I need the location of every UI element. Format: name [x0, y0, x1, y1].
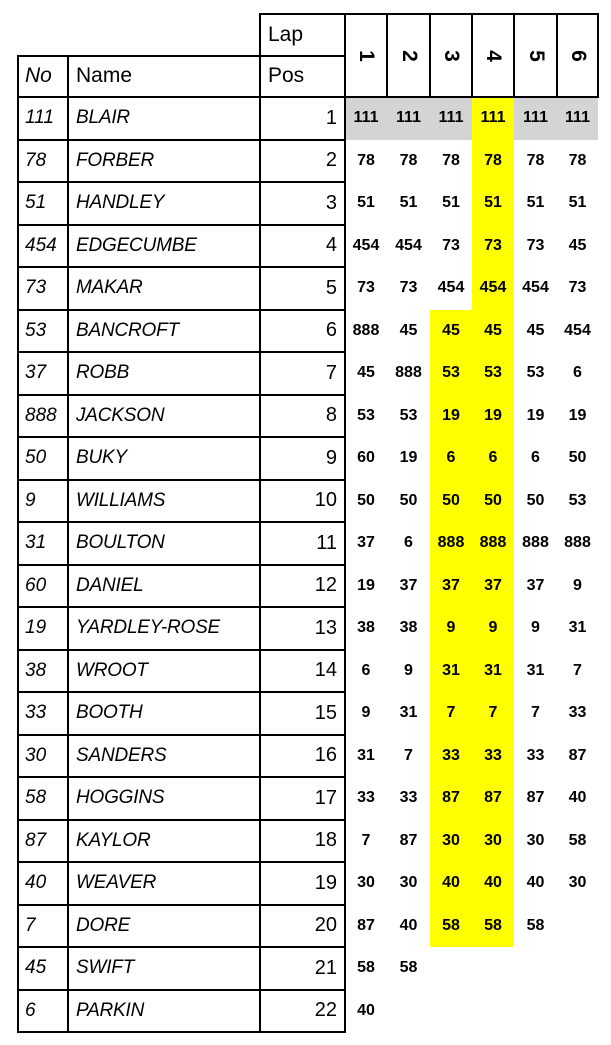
lap-position-cell: 888: [522, 534, 549, 552]
lap-position-cell: 87: [526, 789, 545, 807]
lap-position-cell: 888: [564, 534, 591, 552]
lap-position-cell: 9: [531, 619, 540, 637]
driver-name-cell: BOULTON: [76, 532, 165, 554]
lap-position-cell: 87: [399, 831, 418, 849]
position-cell: 10: [314, 489, 337, 512]
driver-name-cell: DANIEL: [76, 574, 144, 596]
driver-name-cell: HOGGINS: [76, 787, 165, 809]
lap-position-cell: 40: [442, 874, 460, 892]
lap-position-cell: 53: [442, 364, 460, 382]
lap-position-cell: 37: [484, 576, 502, 594]
lap-position-cell: 87: [442, 789, 460, 807]
lap-position-cell: 50: [526, 491, 545, 509]
lap-position-cell: 45: [357, 364, 375, 382]
lap-position-cell: 31: [568, 619, 587, 637]
lap-position-cell: 73: [526, 236, 545, 254]
lap-position-cell: 7: [404, 746, 413, 764]
car-number-cell: 454: [25, 234, 57, 256]
grid-vline: [556, 13, 558, 97]
lap-position-cell: 45: [568, 236, 587, 254]
position-cell: 15: [314, 701, 337, 724]
driver-name-cell: FORBER: [76, 149, 154, 171]
lap-position-cell: 78: [442, 151, 460, 169]
car-number-cell: 87: [25, 829, 47, 851]
lap-position-cell: 19: [484, 406, 502, 424]
driver-name-cell: BOOTH: [76, 702, 143, 724]
driver-name-cell: BUKY: [76, 447, 127, 469]
grid-vline: [386, 13, 388, 97]
driver-name-cell: EDGECUMBE: [76, 234, 197, 256]
position-cell: 6: [325, 319, 337, 342]
position-cell: 12: [314, 574, 337, 597]
lap-position-cell: 78: [568, 151, 587, 169]
car-number-cell: 19: [25, 617, 47, 639]
lap-position-cell: 7: [573, 661, 582, 679]
position-cell: 14: [314, 659, 337, 682]
lap-position-cell: 31: [484, 661, 502, 679]
lap-position-cell: 73: [442, 236, 460, 254]
lap-position-cell: 7: [446, 704, 456, 722]
lap-position-cell: 19: [526, 406, 545, 424]
lap-number: 4: [482, 49, 505, 62]
lap-position-cell: 45: [399, 321, 418, 339]
lap-position-cell: 33: [399, 789, 418, 807]
lap-position-cell: 6: [488, 449, 498, 467]
lap-position-cell: 33: [526, 746, 545, 764]
grid-vline: [471, 13, 473, 97]
position-cell: 21: [314, 956, 337, 979]
lap-position-cell: 78: [357, 151, 375, 169]
lap-position-cell: 73: [484, 236, 502, 254]
lap-position-cell: 31: [526, 661, 545, 679]
lap-position-cell: 50: [484, 491, 502, 509]
lap-position-cell: 53: [526, 364, 545, 382]
driver-name-cell: WEAVER: [76, 872, 157, 894]
lap-position-cell: 78: [526, 151, 545, 169]
driver-name-cell: YARDLEY-ROSE: [76, 617, 221, 639]
lap-position-cell: 111: [523, 109, 548, 127]
lap-position-cell: 58: [442, 916, 460, 934]
lap-position-cell: 30: [399, 874, 418, 892]
name-header-label: Name: [76, 64, 133, 87]
lap-position-cell: 6: [361, 661, 371, 679]
lap-position-cell: 40: [357, 1001, 375, 1019]
lap-position-cell: 58: [399, 959, 418, 977]
lap-position-cell: 454: [395, 236, 422, 254]
driver-name-cell: JACKSON: [76, 404, 165, 426]
car-number-cell: 51: [25, 192, 47, 214]
no-header-label: No: [25, 64, 52, 87]
lap-position-cell: 9: [573, 576, 582, 594]
lap-position-cell: 73: [568, 279, 587, 297]
lap-position-cell: 6: [573, 364, 582, 382]
lap-position-cell: 45: [526, 321, 545, 339]
lap-position-cell: 38: [399, 619, 418, 637]
position-cell: 2: [325, 149, 337, 172]
lap-position-cell: 30: [526, 831, 545, 849]
lap-position-cell: 30: [442, 831, 460, 849]
lap-position-cell: 7: [531, 704, 540, 722]
position-cell: 18: [314, 829, 337, 852]
lap-position-cell: 6: [404, 534, 413, 552]
driver-name-cell: SWIFT: [76, 957, 135, 979]
lap-position-cell: 51: [442, 194, 460, 212]
lap-position-cell: 6: [446, 449, 456, 467]
car-number-cell: 7: [25, 914, 36, 936]
position-cell: 22: [314, 999, 337, 1022]
grid-vline: [597, 13, 599, 97]
lap-position-cell: 87: [484, 789, 502, 807]
lap-position-cell: 9: [361, 704, 371, 722]
lap-position-cell: 30: [568, 874, 587, 892]
lap-position-cell: 6: [531, 449, 540, 467]
car-number-cell: 30: [25, 744, 47, 766]
car-number-cell: 58: [25, 787, 47, 809]
car-number-cell: 50: [25, 447, 47, 469]
lap-header-1: [345, 14, 387, 97]
grid-vline: [513, 13, 515, 97]
lap-position-cell: 30: [484, 831, 502, 849]
driver-name-cell: WILLIAMS: [76, 489, 166, 511]
car-number-cell: 60: [25, 574, 47, 596]
lap-position-cell: 9: [404, 661, 413, 679]
lap-position-cell: 51: [568, 194, 587, 212]
lap-position-cell: 37: [399, 576, 418, 594]
lap-number: 2: [397, 49, 421, 62]
car-number-cell: 888: [25, 404, 57, 426]
lap-position-cell: 888: [479, 534, 507, 552]
car-number-cell: 45: [25, 957, 47, 979]
driver-name-cell: KAYLOR: [76, 829, 151, 851]
lap-position-cell: 51: [484, 194, 502, 212]
car-number-cell: 31: [25, 532, 47, 554]
lap-position-cell: 454: [352, 236, 380, 254]
lap-position-cell: 37: [357, 534, 375, 552]
car-number-cell: 53: [25, 319, 47, 341]
lap-position-cell: 40: [568, 789, 587, 807]
position-cell: 7: [325, 361, 337, 384]
car-number-cell: 33: [25, 702, 47, 724]
lap-number: 3: [440, 49, 463, 62]
lap-header-4: [472, 14, 514, 97]
lap-position-cell: 53: [399, 406, 418, 424]
position-cell: 3: [325, 191, 337, 214]
lap-position-cell: 19: [399, 449, 418, 467]
lap-position-cell: 58: [357, 959, 375, 977]
lap-position-cell: 40: [484, 874, 502, 892]
car-number-cell: 38: [25, 659, 47, 681]
lap-position-cell: 40: [526, 874, 545, 892]
lap-position-cell: 51: [357, 194, 375, 212]
position-cell: 1: [325, 106, 337, 129]
car-number-cell: 40: [25, 872, 47, 894]
driver-name-cell: BANCROFT: [76, 319, 179, 341]
lap-position-cell: 31: [442, 661, 460, 679]
lap-position-cell: 50: [442, 491, 460, 509]
lap-header-5: [514, 14, 557, 97]
lap-position-cell: 87: [357, 916, 375, 934]
lap-number: 5: [524, 49, 548, 62]
lap-position-cell: 7: [488, 704, 498, 722]
driver-name-cell: HANDLEY: [76, 192, 165, 214]
lap-position-cell: 33: [568, 704, 587, 722]
lap-position-cell: 50: [399, 491, 418, 509]
grid-vline: [17, 55, 19, 1033]
grid-hline: [345, 96, 599, 98]
lap-position-cell: 19: [568, 406, 587, 424]
lap-position-cell: 9: [488, 619, 498, 637]
lap-position-cell: 53: [484, 364, 502, 382]
lap-header-3: [430, 14, 472, 97]
lap-position-cell: 111: [353, 109, 379, 127]
lap-position-cell: 31: [357, 746, 375, 764]
lap-position-cell: 111: [480, 109, 506, 127]
position-cell: 19: [314, 871, 337, 894]
lap-position-cell: 50: [357, 491, 375, 509]
position-cell: 8: [325, 404, 337, 427]
lap-position-cell: 19: [442, 406, 460, 424]
driver-name-cell: DORE: [76, 914, 131, 936]
lap-position-cell: 454: [437, 279, 465, 297]
lap-position-cell: 33: [484, 746, 502, 764]
grid-vline: [259, 13, 261, 1033]
lap-position-cell: 31: [399, 704, 418, 722]
lap-position-cell: 9: [446, 619, 456, 637]
position-cell: 13: [314, 616, 337, 639]
position-cell: 11: [316, 531, 337, 554]
pos-header-label: Pos: [268, 64, 305, 87]
lap-position-cell: 60: [357, 449, 375, 467]
position-cell: 9: [325, 446, 337, 469]
lap-number: 6: [566, 49, 590, 62]
lap-position-cell: 454: [564, 321, 591, 339]
driver-name-cell: PARKIN: [76, 999, 145, 1021]
lap-position-cell: 19: [357, 576, 375, 594]
car-number-cell: 111: [25, 107, 54, 129]
car-number-cell: 78: [25, 149, 47, 171]
driver-name-cell: WROOT: [76, 659, 148, 681]
lap-position-cell: 40: [399, 916, 418, 934]
lap-position-cell: 78: [399, 151, 418, 169]
driver-name-cell: BLAIR: [76, 107, 130, 129]
position-cell: 4: [325, 234, 337, 257]
lap-position-cell: 454: [522, 279, 549, 297]
car-number-cell: 9: [25, 489, 36, 511]
lap-position-cell: 45: [442, 321, 460, 339]
car-number-cell: 37: [25, 362, 47, 384]
driver-name-cell: ROBB: [76, 362, 130, 384]
lap-position-cell: 51: [399, 194, 418, 212]
grid-vline: [429, 13, 431, 97]
grid-vline: [67, 55, 69, 1033]
position-cell: 17: [314, 786, 337, 809]
lap-position-cell: 58: [568, 831, 587, 849]
driver-name-cell: SANDERS: [76, 744, 167, 766]
lap-position-cell: 73: [357, 279, 375, 297]
lap-position-cell: 111: [396, 109, 421, 127]
lap-position-cell: 37: [442, 576, 460, 594]
lap-position-cell: 454: [479, 279, 507, 297]
lap-position-cell: 38: [357, 619, 375, 637]
lap-position-cell: 37: [526, 576, 545, 594]
car-number-cell: 6: [25, 999, 36, 1021]
lap-position-cell: 7: [361, 831, 371, 849]
lap-position-cell: 30: [357, 874, 375, 892]
lap-position-cell: 888: [437, 534, 465, 552]
lap-position-cell: 53: [357, 406, 375, 424]
car-number-cell: 73: [25, 277, 47, 299]
lap-number: 1: [355, 49, 378, 62]
lap-position-cell: 58: [526, 916, 545, 934]
grid-vline: [344, 13, 346, 1033]
lap-position-cell: 73: [399, 279, 418, 297]
position-cell: 5: [325, 276, 337, 299]
driver-name-cell: MAKAR: [76, 277, 143, 299]
lap-position-cell: 45: [484, 321, 502, 339]
lap-position-cell: 111: [438, 109, 464, 127]
lap-header-6: [557, 14, 598, 97]
lap-position-cell: 58: [484, 916, 502, 934]
lap-position-cell: 50: [568, 449, 587, 467]
lap-header-2: [387, 14, 430, 97]
lap-position-cell: 53: [568, 491, 587, 509]
lap-position-cell: 78: [484, 151, 502, 169]
lap-position-cell: 33: [442, 746, 460, 764]
lap-position-cell: 87: [568, 746, 587, 764]
lap-header-label: Lap: [268, 22, 304, 46]
position-cell: 16: [314, 744, 337, 767]
lap-position-cell: 111: [565, 109, 590, 127]
position-cell: 20: [314, 914, 337, 937]
lap-position-cell: 888: [352, 321, 380, 339]
lap-position-cell: 51: [526, 194, 545, 212]
lap-position-cell: 888: [395, 364, 422, 382]
lap-position-cell: 33: [357, 789, 375, 807]
